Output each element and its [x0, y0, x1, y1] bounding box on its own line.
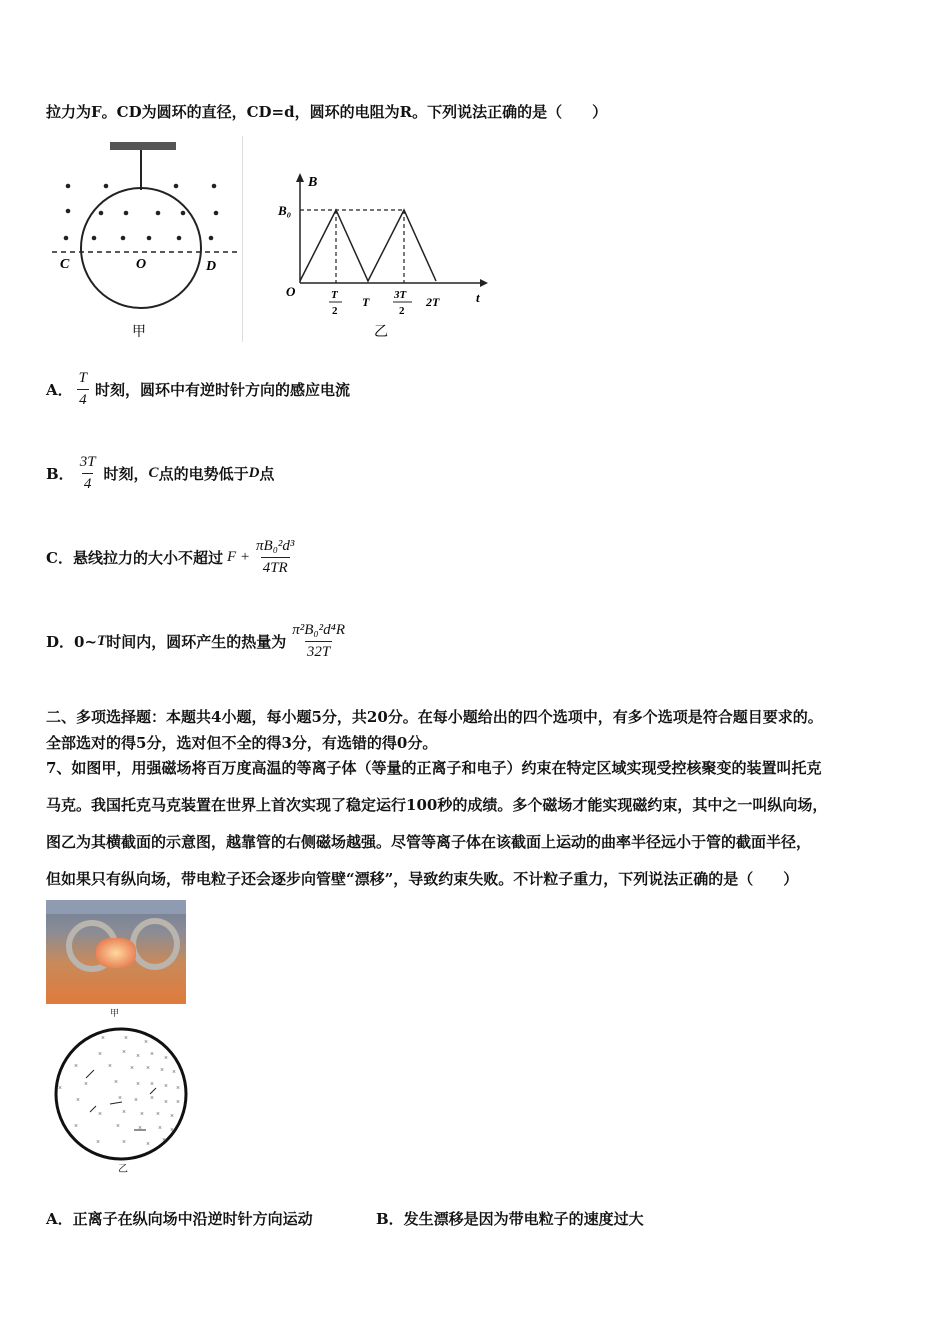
svg-text:×: ×	[74, 1062, 78, 1070]
option-d: D． 0~ T 时间内，圆环产生的热量为 $\frac{\text{π²B₀²d⁴R}}{32T}$	[46, 622, 345, 660]
b-axis-arrow	[296, 173, 304, 182]
svg-text:×: ×	[76, 1096, 80, 1104]
option-a-text: 时刻，圆环中有逆时针方向的感应电流	[94, 381, 350, 399]
field-crosses	[58, 1034, 180, 1148]
svg-text:×: ×	[162, 1136, 166, 1144]
svg-text:×: ×	[176, 1098, 180, 1106]
diagram-caption: 乙	[118, 1164, 128, 1175]
svg-text:×: ×	[158, 1124, 162, 1132]
q7-line4: 但如果只有纵向场，带电粒子还会逐步向管壁“漂移”，导致约束失败。不计粒子重力，下列说法正确的是（ ）	[46, 870, 799, 888]
svg-text:×: ×	[74, 1122, 78, 1130]
q7-option-a: A．正离子在纵向场中沿逆时针方向运动	[46, 1210, 313, 1228]
tick-3half-num: 3T	[394, 289, 407, 301]
option-c-text: 悬线拉力的大小不超过	[72, 549, 223, 567]
option-c: C． 悬线拉力的大小不超过 F + $\frac{\text{πB₀²d³}}{4TR}$	[46, 538, 295, 576]
svg-text:×: ×	[164, 1082, 168, 1090]
svg-text:×: ×	[170, 1112, 174, 1120]
svg-text:×: ×	[146, 1064, 150, 1072]
svg-text:×: ×	[144, 1038, 148, 1046]
svg-text:×: ×	[140, 1110, 144, 1118]
svg-text:×: ×	[98, 1110, 102, 1118]
b0-label: B₀	[278, 203, 292, 218]
ring	[81, 188, 201, 308]
svg-text:×: ×	[122, 1048, 126, 1056]
tick-2t: 2T	[426, 295, 440, 309]
option-a	[46, 370, 350, 409]
label-d: D	[206, 259, 217, 274]
origin-label: O	[286, 284, 296, 299]
q7-line2: 马克。我国托克马克装置在世界上首次实现了稳定运行100秒的成绩。多个磁场才能实现磁约束，其中之一叫纵向场，	[46, 796, 828, 814]
svg-text:×: ×	[84, 1080, 88, 1088]
label-o: O	[136, 257, 147, 272]
svg-text:×: ×	[114, 1078, 118, 1086]
svg-text:×: ×	[58, 1084, 62, 1092]
tick-half-den: 2	[332, 305, 338, 317]
svg-text:×: ×	[138, 1124, 142, 1132]
svg-text:×: ×	[96, 1138, 100, 1146]
fraction-force-term: $\frac{\text{πB₀²d³}}{4TR}$	[256, 538, 295, 576]
figure-yi	[270, 168, 490, 348]
svg-text:×: ×	[130, 1064, 134, 1072]
svg-text:×: ×	[170, 1126, 174, 1134]
q7-line3: 图乙为其横截面的示意图，越靠管的右侧磁场越强。尽管等离子体在该截面上运动的曲率半径远小于管的截面半径，	[46, 833, 812, 851]
option-b: B． $\frac{3T}{4}$ 时刻， C 点的电势低于 D 点	[46, 454, 275, 492]
fraction-3t-over-4: $\frac{3T}{4}$	[79, 454, 96, 492]
q7-option-b: B．发生漂移是因为带电粒子的速度过大	[376, 1210, 644, 1228]
field-dots	[64, 184, 219, 241]
option-b-letter: B．	[46, 465, 74, 483]
q7-line1: 7、如图甲，用强磁场将百万度高温的等离子体（等量的正离子和电子）约束在特定区域实现受控核聚变的装置叫托克	[46, 759, 822, 777]
fraction-t-over-4: $\frac{T}{4}$	[78, 370, 87, 408]
cross-section-diagram	[46, 1024, 196, 1174]
ceiling-hatch	[110, 142, 176, 150]
svg-text:×: ×	[124, 1034, 128, 1042]
svg-text:×: ×	[156, 1110, 160, 1118]
svg-text:×: ×	[150, 1080, 154, 1088]
b-curve	[300, 210, 436, 281]
svg-text:×: ×	[150, 1050, 154, 1058]
svg-text:×: ×	[136, 1080, 140, 1088]
section2-line1: 二、多项选择题：本题共4小题，每小题5分，共20分。在每小题给出的四个选项中，有多个选项是符合题目要求的。	[46, 708, 823, 726]
option-d-letter: D．	[46, 633, 75, 651]
svg-text:×: ×	[101, 1034, 105, 1042]
svg-text:×: ×	[164, 1054, 168, 1062]
figure-divider	[242, 136, 243, 342]
svg-text:×: ×	[164, 1098, 168, 1106]
option-a-letter: A．	[46, 381, 73, 399]
svg-text:×: ×	[108, 1062, 112, 1070]
intro-line: 拉力为F。CD为圆环的直径，CD=d，圆环的电阻为R。下列说法正确的是（ ）	[46, 103, 608, 121]
svg-text:×: ×	[160, 1066, 164, 1074]
tick-t: T	[362, 295, 370, 309]
svg-text:×: ×	[134, 1096, 138, 1104]
svg-text:×: ×	[136, 1052, 140, 1060]
svg-text:×: ×	[122, 1108, 126, 1116]
svg-text:×: ×	[118, 1094, 122, 1102]
tokamak-photo	[46, 900, 186, 1004]
svg-text:×: ×	[122, 1138, 126, 1146]
svg-text:×: ×	[150, 1094, 154, 1102]
caption-yi: 乙	[374, 325, 388, 340]
caption-jia: 甲	[132, 325, 146, 340]
label-c: C	[60, 257, 70, 272]
option-c-letter: C．	[46, 549, 73, 567]
t-axis-arrow	[480, 279, 488, 287]
tick-half-num: T	[331, 289, 338, 301]
svg-text:×: ×	[176, 1084, 180, 1092]
photo-caption: 甲	[110, 1009, 120, 1019]
svg-text:×: ×	[116, 1122, 120, 1130]
fraction-heat: $\frac{\text{π²B₀²d⁴R}}{32T}$	[292, 622, 345, 660]
option-d-text: 时间内，圆环产生的热量为	[106, 633, 287, 651]
figure-jia	[46, 136, 246, 346]
svg-text:×: ×	[146, 1140, 150, 1148]
tick-3half-den: 2	[399, 305, 405, 317]
axis-b-label: B	[308, 175, 318, 190]
axis-t-label: t	[476, 290, 480, 305]
svg-text:×: ×	[172, 1068, 176, 1076]
svg-text:×: ×	[98, 1050, 102, 1058]
section2-line2: 全部选对的得5分，选对但不全的得3分，有选错的得0分。	[46, 734, 438, 752]
